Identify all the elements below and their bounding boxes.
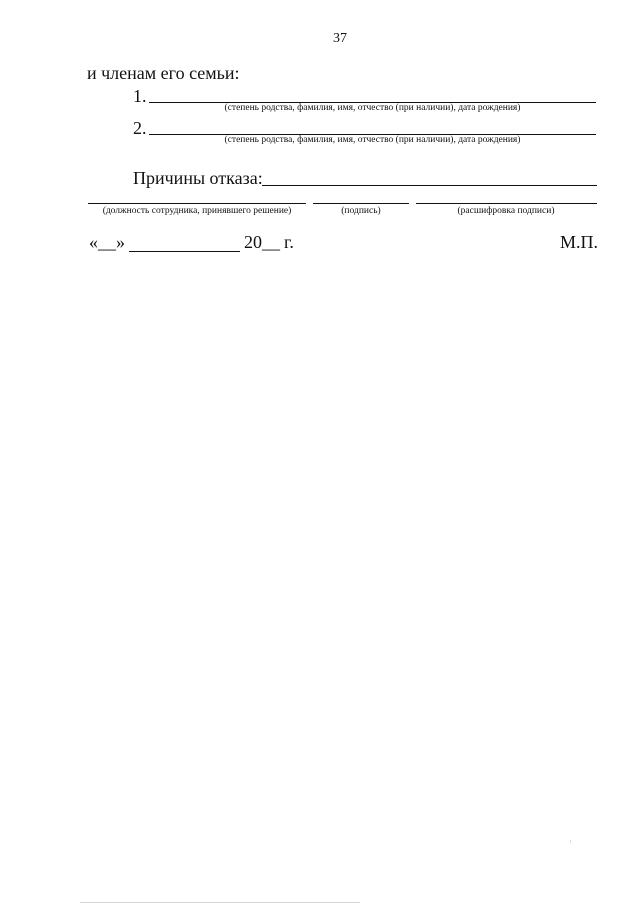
member-1-caption: (степень родства, фамилия, имя, отчество (при наличии), дата рождения) — [224, 103, 521, 113]
position-caption: (должность сотрудника, принявшего решение) — [102, 206, 292, 216]
stamp-place-label: М.П. — [560, 232, 599, 252]
refusal-reasons-line[interactable] — [262, 185, 597, 186]
member-1-number: 1. — [133, 86, 147, 106]
position-line[interactable] — [88, 203, 306, 204]
signature-decoding-caption: (расшифровка подписи) — [457, 206, 555, 216]
date-year-suffix: г. — [284, 232, 294, 252]
signature-line[interactable] — [313, 203, 409, 204]
member-2-caption: (степень родства, фамилия, имя, отчество (при наличии), дата рождения) — [224, 135, 521, 145]
page-number: 37 — [333, 31, 347, 46]
date-month-line[interactable] — [129, 251, 240, 252]
refusal-reasons-label: Причины отказа: — [133, 168, 263, 188]
date-day: «__» — [89, 232, 125, 252]
scan-edge-mark — [80, 902, 360, 903]
date-year: 20__ — [244, 232, 280, 252]
member-2-number: 2. — [133, 118, 147, 138]
signature-caption: (подпись) — [341, 206, 381, 216]
family-members-heading: и членам его семьи: — [87, 63, 240, 83]
scan-dot — [570, 840, 571, 843]
signature-decoding-line[interactable] — [416, 203, 597, 204]
